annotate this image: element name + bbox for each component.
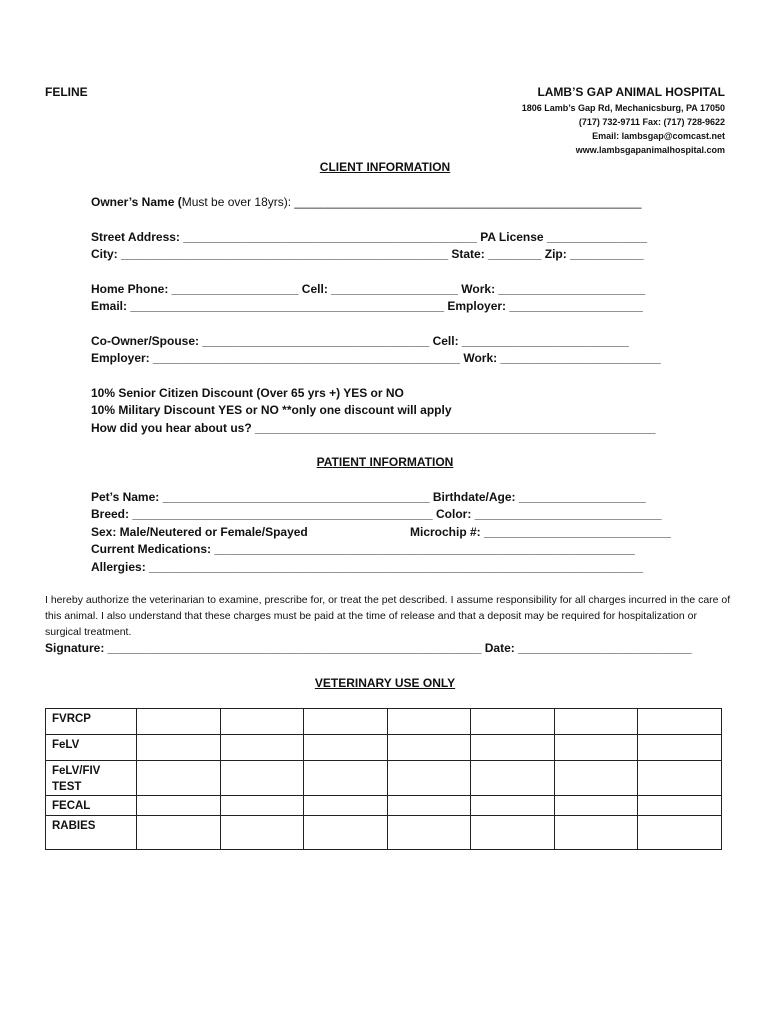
sex-line[interactable]: Sex: Male/Neutered or Female/Spayed	[91, 525, 308, 539]
table-cell[interactable]	[304, 709, 388, 735]
table-cell[interactable]	[638, 816, 722, 850]
table-cell[interactable]	[638, 735, 722, 761]
row-label-rabies: RABIES	[46, 816, 137, 850]
microchip-field[interactable]: Microchip #: ____________________________	[410, 525, 671, 539]
table-cell[interactable]	[220, 816, 304, 850]
table-cell[interactable]	[638, 796, 722, 816]
table-cell[interactable]	[137, 735, 221, 761]
form-type-label: FELINE	[45, 85, 88, 99]
table-row	[46, 816, 722, 850]
street-address-field[interactable]: Street Address: ____________________________________________ PA License _______________	[91, 230, 648, 244]
hospital-name: LAMB’S GAP ANIMAL HOSPITAL	[537, 85, 725, 99]
owner-name-note: Must be over 18yrs): ____________________________________________________	[181, 195, 642, 209]
senior-discount-line[interactable]: 10% Senior Citizen Discount (Over 65 yrs +) YES or NO	[91, 386, 404, 400]
table-cell[interactable]	[554, 761, 638, 796]
table-row	[46, 761, 722, 796]
table-cell[interactable]	[387, 761, 471, 796]
row-label-felv-fiv-test: FeLV/FIV TEST	[46, 761, 137, 796]
table-cell[interactable]	[554, 735, 638, 761]
table-row	[46, 735, 722, 761]
table-cell[interactable]	[554, 796, 638, 816]
coowner-employer-field[interactable]: Employer: ______________________________________________ Work: ________________________	[91, 351, 661, 365]
table-row	[46, 796, 722, 816]
veterinary-use-table	[45, 708, 722, 850]
email-employer-field[interactable]: Email: _______________________________________________ Employer: ____________________	[91, 299, 643, 313]
table-cell[interactable]	[638, 761, 722, 796]
table-cell[interactable]	[471, 709, 555, 735]
owner-name-label: Owner’s Name (	[91, 195, 182, 209]
table-cell[interactable]	[387, 735, 471, 761]
table-cell[interactable]	[387, 709, 471, 735]
veterinary-use-heading: VETERINARY USE ONLY	[314, 676, 456, 690]
table-cell[interactable]	[220, 761, 304, 796]
hospital-email: Email: lambsgap@comcast.net	[592, 131, 725, 141]
medications-field[interactable]: Current Medications: _______________________________________________________________	[91, 542, 635, 556]
table-cell[interactable]	[471, 796, 555, 816]
phone-fields[interactable]: Home Phone: ___________________ Cell: ___________________ Work: ______________________	[91, 282, 646, 296]
table-cell[interactable]	[304, 796, 388, 816]
allergies-field[interactable]: Allergies: __________________________________________________________________________	[91, 560, 643, 574]
row-label-felv: FeLV	[46, 735, 137, 761]
table-cell[interactable]	[137, 796, 221, 816]
hospital-website: www.lambsgapanimalhospital.com	[575, 145, 725, 155]
table-cell[interactable]	[220, 709, 304, 735]
table-cell[interactable]	[387, 796, 471, 816]
table-row	[46, 709, 722, 735]
hospital-phone-fax: (717) 732-9711 Fax: (717) 728-9622	[578, 117, 725, 127]
owner-name-field[interactable]	[91, 195, 641, 209]
hospital-address: 1806 Lamb’s Gap Rd, Mechanicsburg, PA 17050	[521, 103, 725, 113]
breed-color-field[interactable]: Breed: _____________________________________________ Color: ____________________________	[91, 507, 662, 521]
table-cell[interactable]	[137, 816, 221, 850]
table-cell[interactable]	[387, 816, 471, 850]
military-discount-line[interactable]: 10% Military Discount YES or NO **only one discount will apply	[91, 403, 452, 417]
patient-information-heading: PATIENT INFORMATION	[316, 455, 454, 469]
table-cell[interactable]	[471, 761, 555, 796]
table-cell[interactable]	[304, 816, 388, 850]
table-cell[interactable]	[220, 796, 304, 816]
table-cell[interactable]	[304, 761, 388, 796]
table-cell[interactable]	[137, 761, 221, 796]
signature-date-field[interactable]: Signature: ________________________________________________________ Date: __________________________	[45, 641, 692, 655]
coowner-field[interactable]: Co-Owner/Spouse: __________________________________ Cell: _________________________	[91, 334, 629, 348]
row-label-fecal: FECAL	[46, 796, 137, 816]
client-information-heading: CLIENT INFORMATION	[319, 160, 451, 174]
row-label-fvrcp: FVRCP	[46, 709, 137, 735]
pet-name-field[interactable]: Pet’s Name: ________________________________________ Birthdate/Age: ___________________	[91, 490, 646, 504]
table-cell[interactable]	[554, 709, 638, 735]
table-cell[interactable]	[220, 735, 304, 761]
table-cell[interactable]	[471, 816, 555, 850]
table-cell[interactable]	[471, 735, 555, 761]
referral-source-field[interactable]: How did you hear about us? ____________________________________________________________	[91, 421, 656, 435]
authorization-statement: I hereby authorize the veterinarian to examine, prescribe for, or treat the pet described. I assume responsibility for all charges incurred in the care of this animal. I also understand that these charges must be paid at the time of release and that a deposit may be required for hospitalization or surgical treatment.	[45, 594, 731, 638]
table-cell[interactable]	[304, 735, 388, 761]
city-state-zip-field[interactable]: City: _________________________________________________ State: ________ Zip: ___________	[91, 247, 644, 261]
table-cell[interactable]	[137, 709, 221, 735]
table-cell[interactable]	[554, 816, 638, 850]
table-cell[interactable]	[638, 709, 722, 735]
